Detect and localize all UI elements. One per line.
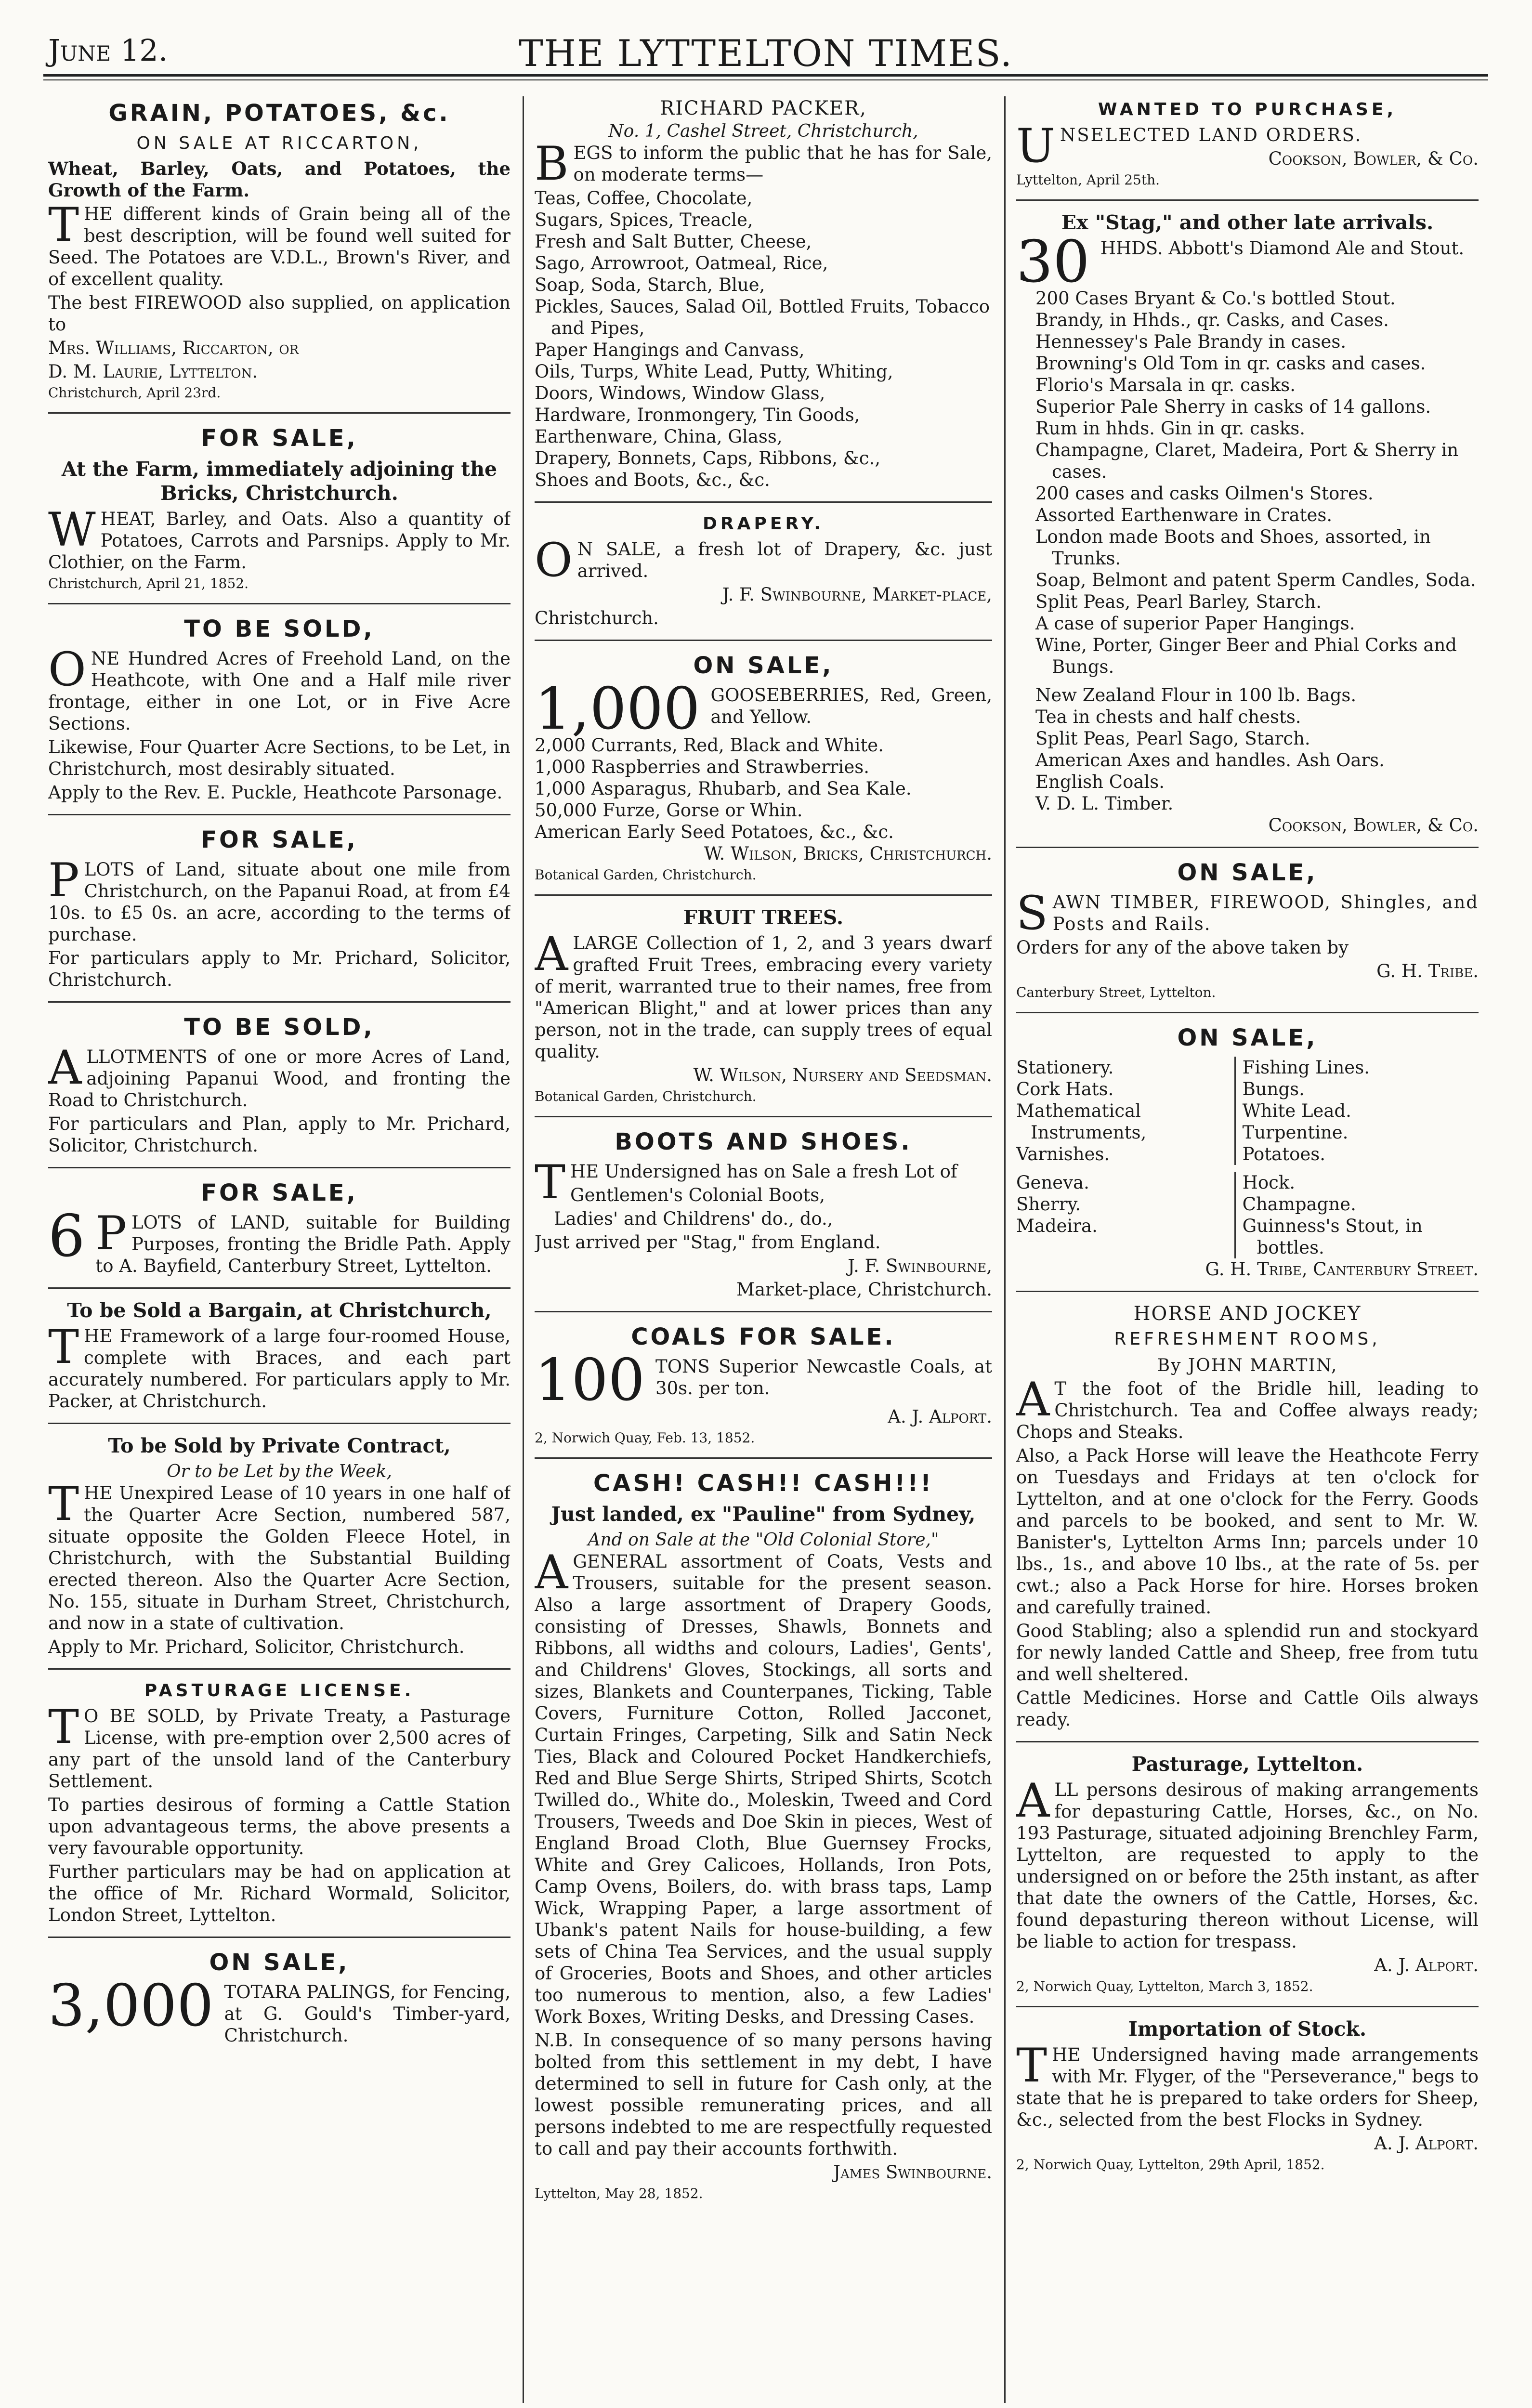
ad-place-date: Christchurch, April 21, 1852. xyxy=(48,576,249,591)
ad-body: HHDS. Abbott's Diamond Ale and Stout. xyxy=(1100,238,1465,259)
ad-subheading: Or to be Let by the Week, xyxy=(167,1462,392,1481)
ad-grain-potatoes xyxy=(48,98,511,402)
ad-body: NE Hundred Acres of Freehold Land, on the Heathcote, with One and a Half mile river frontage, either in one Lot, or in Five Acre Sections. xyxy=(48,648,511,734)
list-item: V. D. L. Timber. xyxy=(1035,793,1174,814)
ad-number: 100 xyxy=(535,1347,645,1414)
ad-rule xyxy=(1016,1291,1479,1292)
ad-body: Further particulars may be had on application at the office of Mr. Richard Wormald, Solicitor, London Street, Lyttelton. xyxy=(48,1861,511,1925)
ad-totara-palings xyxy=(48,1948,511,2046)
ad-sawn-timber xyxy=(1016,858,1479,1001)
ad-body: T the foot of the Bridle hill, leading to Christchurch. Tea and Coffee always ready; Chops and Steaks. xyxy=(1016,1378,1479,1442)
drop-cap: T xyxy=(1016,2039,1048,2093)
list-item: 2,000 Currants, Red, Black and White. xyxy=(535,735,884,756)
ad-signature: Cookson, Bowler, & Co. xyxy=(1268,148,1479,169)
ad-number: 30 xyxy=(1016,229,1090,296)
ad-heading: WANTED TO PURCHASE, xyxy=(1098,100,1397,119)
list-item: Madeira. xyxy=(1016,1216,1098,1236)
ad-line: Ladies' and Childrens' do., do., xyxy=(554,1208,833,1229)
ad-rule xyxy=(48,1937,511,1938)
ad-signature: W. Wilson, Bricks, Christchurch. xyxy=(704,843,992,864)
ad-heading: Importation of Stock. xyxy=(1128,2017,1367,2041)
ad-lead: Wheat, Barley, Oats, and Potatoes, the Growth of the Farm. xyxy=(48,158,511,201)
ad-body: LOTS of Land, situate about one mile from Christchurch, on the Papanui Road, at from £4 10s. to £5 0s. an acre, according to the terms of purchase. xyxy=(48,859,511,945)
ad-subheading: ON SALE AT RICCARTON, xyxy=(136,133,422,153)
ad-body: GENERAL assortment of Coats, Vests and Trousers, suitable for the present season. Also a large assortment of Drapery Goods, consisting of Dresses, Shawls, Bonnets and Ribbons, all widths and colours, Ladies', Gents', and Childrens' Gloves, Stockings, all sorts and sizes, Blankets and Counterpanes, Ticking, Table Covers, Furniture Cotton, Rolled Jacconet, Curtain Fringes, Carpeting, Silk and Satin Neck Ties, Black and Coloured Pocket Handkerchiefs, Red and Blue Serge Shirts, Striped Shirts, Scotch Twilled do., White do., Moleskin, Tweed and Cord Trousers, Tweeds and Doe Skin in pieces, West of England Broad Cloth, Blue Guernsey Frocks, White and Grey Calicoes, Hollands, Iron Pots, Camp Ovens, Boilers, do. with brass taps, Lamp Wick, Wrapping Paper, a large assortment of Ubank's patent Nails for house-building, a few sets of China Tea Services, and the usual supply of Groceries, Boots and Shoes, and other articles too numerous to mention, also, a few Ladies' Work Boxes, Writing Desks, and Dressing Cases. xyxy=(535,1551,992,2027)
ad-heading: FOR SALE, xyxy=(201,425,358,452)
ad-rule xyxy=(48,1287,511,1289)
ad-heading: ON SALE, xyxy=(1177,859,1318,886)
ad-heading: ON SALE, xyxy=(209,1949,350,1976)
ad-wanted-land-orders xyxy=(1016,98,1479,189)
column-2 xyxy=(535,96,992,2408)
ad-signature: James Swinbourne. xyxy=(833,2162,992,2183)
drop-cap: A xyxy=(48,1041,82,1095)
ad-pasturage-license xyxy=(48,1679,511,1926)
ad-body: HE Undersigned has on Sale a fresh Lot of xyxy=(570,1161,957,1182)
ad-subheading: Just landed, ex "Pauline" from Sydney, xyxy=(551,1503,976,1526)
ad-signature: Market-place, Christchurch. xyxy=(736,1279,992,1300)
spacer xyxy=(1016,1165,1479,1172)
ad-heading: To be Sold a Bargain, at Christchurch, xyxy=(67,1299,492,1322)
newspaper-title: THE LYTTELTON TIMES. xyxy=(518,32,1013,75)
ad-importation-of-stock xyxy=(1016,2017,1479,2173)
ad-heading: TO BE SOLD, xyxy=(184,615,375,642)
ad-signature: Mrs. Williams, Riccarton, or xyxy=(48,338,299,358)
column-divider-1 xyxy=(523,96,524,2403)
list-item: Bungs. xyxy=(1242,1079,1305,1099)
goods-list xyxy=(1016,684,1479,814)
list-item: Sherry. xyxy=(1016,1194,1081,1215)
ad-heading: ON SALE, xyxy=(1177,1024,1318,1051)
list-item: Sugars, Spices, Treacle, xyxy=(535,209,753,230)
ad-body: N.B. In consequence of so many persons having bolted from this settlement in my debt, I have determined to sell in future for Cash only, at the lowest possible remunerating prices, and all persons indebted to me are respectfully requested to call and pay their accounts forthwith. xyxy=(535,2030,992,2159)
list-item: Varnishes. xyxy=(1016,1144,1110,1165)
drop-cap: B xyxy=(535,137,569,191)
ad-signature: G. H. Tribe. xyxy=(1376,961,1479,982)
list-item: Guinness's Stout, in bottles. xyxy=(1242,1216,1423,1258)
list-item: Sago, Arrowroot, Oatmeal, Rice, xyxy=(535,253,828,274)
list-item: Stationery. xyxy=(1016,1057,1114,1078)
ad-body: For particulars and Plan, apply to Mr. Prichard, Solicitor, Christchurch. xyxy=(48,1113,511,1156)
ad-heading: COALS FOR SALE. xyxy=(631,1323,896,1350)
list-item: Champagne, Claret, Madeira, Port & Sherry in cases. xyxy=(1035,440,1459,482)
ad-body: HE Framework of a large four-roomed House, complete with Braces, and each part accurately numbered. For particulars apply to Mr. Packer, at Christchurch. xyxy=(48,1326,511,1412)
ad-heading: CASH! CASH!! CASH!!! xyxy=(593,1470,934,1497)
ad-heading: DRAPERY. xyxy=(703,514,824,534)
list-item: Mathematical Instruments, xyxy=(1016,1100,1147,1143)
list-item: Teas, Coffee, Chocolate, xyxy=(535,188,753,209)
goods-list xyxy=(535,734,992,843)
ad-rule xyxy=(1016,2006,1479,2007)
ad-body: NSELECTED LAND ORDERS. xyxy=(1060,125,1362,145)
ad-body: AWN TIMBER, FIREWOOD, Shingles, and Posts and Rails. xyxy=(1052,892,1479,934)
ad-body: HE different kinds of Grain being all of the best description, will be found well suited for Seed. The Potatoes are V.D.L., Brown's River, and of excellent quality. xyxy=(48,204,511,289)
ad-horse-and-jockey xyxy=(1016,1302,1479,1730)
ad-rule xyxy=(535,1116,992,1117)
column-divider-2 xyxy=(1004,96,1006,2403)
drop-cap: O xyxy=(48,642,86,696)
list-item: Cork Hats. xyxy=(1016,1079,1114,1099)
list-item: Doors, Windows, Window Glass, xyxy=(535,383,825,404)
list-item: London made Boots and Shoes, assorted, in Trunks. xyxy=(1035,526,1431,569)
list-item: Assorted Earthenware in Crates. xyxy=(1035,505,1333,525)
ad-place-date: Christchurch, April 23rd. xyxy=(48,385,221,401)
ad-rule xyxy=(535,501,992,503)
ad-rule xyxy=(1016,1741,1479,1742)
ad-body: N SALE, a fresh lot of Drapery, &c. just arrived. xyxy=(577,539,992,581)
ad-private-contract xyxy=(48,1434,511,1658)
drop-cap: U xyxy=(1016,119,1055,173)
ad-rule xyxy=(48,1167,511,1168)
drop-cap: T xyxy=(48,1700,79,1754)
ad-signature: J. F. Swinbourne, xyxy=(848,1256,992,1276)
ad-body: Orders for any of the above taken by xyxy=(1016,937,1349,958)
list-item: Browning's Old Tom in qr. casks and cases. xyxy=(1035,353,1426,374)
goods-column xyxy=(1234,1172,1479,1258)
ad-signature: Christchurch. xyxy=(535,608,659,628)
list-item: Brandy, in Hhds., qr. Casks, and Cases. xyxy=(1035,310,1389,330)
ad-drapery xyxy=(535,512,992,629)
drop-cap: A xyxy=(535,1545,568,1599)
ad-body: O BE SOLD, by Private Treaty, a Pasturage License, with pre-emption over 2,500 acres of any part of the unsold land of the Canterbury Settlement. xyxy=(48,1706,511,1792)
ad-rule xyxy=(48,412,511,414)
ad-heading: HORSE AND JOCKEY xyxy=(1133,1303,1362,1325)
ad-subheading: And on Sale at the "Old Colonial Store," xyxy=(588,1530,939,1550)
goods-table xyxy=(1016,1172,1479,1258)
list-item: Geneva. xyxy=(1016,1172,1089,1193)
list-item: Soap, Belmont and patent Sperm Candles, Soda. xyxy=(1035,570,1476,590)
list-item: Superior Pale Sherry in casks of 14 gallons. xyxy=(1035,396,1431,417)
goods-list xyxy=(535,187,992,491)
list-item: Paper Hangings and Canvass, xyxy=(535,340,805,360)
ad-six-plots xyxy=(48,1178,511,1277)
ad-body: GOOSEBERRIES, Red, Green, and Yellow. xyxy=(710,685,992,727)
ad-heading: Ex "Stag," and other late arrivals. xyxy=(1061,211,1434,234)
ad-signature: Cookson, Bowler, & Co. xyxy=(1268,815,1479,836)
list-item: Pickles, Sauces, Salad Oil, Bottled Fruits, Tobacco and Pipes, xyxy=(535,296,990,339)
ad-heading: BOOTS AND SHOES. xyxy=(615,1128,912,1155)
column-1 xyxy=(48,96,511,2408)
list-item: White Lead. xyxy=(1242,1100,1351,1121)
ad-signature: D. M. Laurie, Lyttelton. xyxy=(48,361,258,382)
ad-heading: TO BE SOLD, xyxy=(184,1014,375,1041)
ad-body: To parties desirous of forming a Cattle Station upon advantageous terms, the above presents a very favourable opportunity. xyxy=(48,1794,511,1858)
list-item: Split Peas, Pearl Barley, Starch. xyxy=(1035,591,1322,612)
ad-body: Apply to Mr. Prichard, Solicitor, Christchurch. xyxy=(48,1636,465,1657)
ad-heading: Pasturage, Lyttelton. xyxy=(1131,1753,1363,1776)
list-item: A case of superior Paper Hangings. xyxy=(1035,613,1355,634)
ad-body: HE Undersigned having made arrangements with Mr. Flyger, of the "Perseverance," begs to state that he is prepared to take orders for Sheep, &c., selected from the best Flocks in Sydney. xyxy=(1016,2044,1479,2130)
ad-place-date: 2, Norwich Quay, Feb. 13, 1852. xyxy=(535,1430,755,1446)
spacer xyxy=(1016,678,1479,684)
ad-rule xyxy=(535,1311,992,1312)
ad-body: Also, a Pack Horse will leave the Heathcote Ferry on Tuesdays and Fridays at ten o'clock for Lyttelton, and at one o'clock for the Ferry. Goods and parcels to be booked, and sent to Mr. W. Banister's, Lyttelton Arms Inn; parcels under 10 lbs., 1s., and above 10 lbs., at the rate of 5s. per cwt.; also a Pack Horse for hire. Horses broken and carefully trained. xyxy=(1016,1445,1479,1618)
ad-place-date: Canterbury Street, Lyttelton. xyxy=(1016,984,1216,1000)
ad-signature: A. J. Alport. xyxy=(1374,1955,1479,1976)
ad-place-date: 2, Norwich Quay, Lyttelton, March 3, 1852. xyxy=(1016,1978,1313,1994)
list-item: Potatoes. xyxy=(1242,1144,1326,1165)
list-item: Turpentine. xyxy=(1242,1122,1349,1143)
ad-place-date: Lyttelton, May 28, 1852. xyxy=(535,2186,703,2201)
ad-heading: ON SALE, xyxy=(693,652,834,679)
ad-body: LLOTMENTS of one or more Acres of Land, adjoining Papanui Wood, and fronting the Road to Christchurch. xyxy=(48,1047,511,1111)
ad-body: HE Unexpired Lease of 10 years in one half of the Quarter Acre Section, numbered 587, situate opposite the Golden Fleece Hotel, in Christchurch, with the Substantial Building erected thereon. Also the Quarter Acre Section, No. 155, situate in Durham Street, Christchurch, and now in a state of cultivation. xyxy=(48,1483,511,1634)
ad-pasturage-lyttelton xyxy=(1016,1752,1479,1995)
masthead-rule xyxy=(43,79,1488,80)
ad-body: Apply to the Rev. E. Puckle, Heathcote Parsonage. xyxy=(48,782,503,803)
ad-coals xyxy=(535,1322,992,1447)
ad-farm-for-sale xyxy=(48,423,511,592)
column-3 xyxy=(1016,96,1479,2408)
list-item: American Early Seed Potatoes, &c., &c. xyxy=(535,822,894,842)
ad-rule xyxy=(48,1668,511,1670)
list-item: American Axes and handles. Ash Oars. xyxy=(1035,750,1385,771)
ad-rule xyxy=(535,640,992,641)
list-item: 1,000 Raspberries and Strawberries. xyxy=(535,757,869,777)
ad-signature: A. J. Alport. xyxy=(888,1406,992,1427)
list-item: Fresh and Salt Butter, Cheese, xyxy=(535,231,812,252)
ad-number: 1,000 xyxy=(535,676,700,743)
ad-subheading: REFRESHMENT ROOMS, xyxy=(1114,1329,1381,1349)
ad-place-date: Lyttelton, April 25th. xyxy=(1016,172,1160,188)
ad-body: Likewise, Four Quarter Acre Sections, to be Let, in Christchurch, most desirably situated. xyxy=(48,737,511,779)
ad-body: TOTARA PALINGS, for Fencing, at G. Gould's Timber-yard, Christchurch. xyxy=(224,1982,511,2046)
ad-rule xyxy=(1016,199,1479,201)
goods-table xyxy=(1016,1057,1479,1165)
list-item: 200 cases and casks Oilmen's Stores. xyxy=(1035,483,1374,504)
drop-cap: A xyxy=(1016,1373,1050,1426)
goods-column xyxy=(1016,1172,1234,1258)
ad-rule xyxy=(48,603,511,604)
ad-house-framework xyxy=(48,1298,511,1412)
ad-cash xyxy=(535,1468,992,2202)
ad-heading: FRUIT TREES. xyxy=(683,906,844,929)
ad-body: LARGE Collection of 1, 2, and 3 years dwarf grafted Fruit Trees, embracing every variety of merit, warranted true to their names, free from "American Blight," and at lower prices than any person, not in the trade, can supply trees of equal quality. xyxy=(535,933,992,1062)
ad-line: Just arrived per "Stag," from England. xyxy=(535,1232,881,1253)
list-item: Shoes and Boots, &c., &c. xyxy=(535,470,770,490)
ad-stag-arrivals xyxy=(1016,210,1479,836)
ad-freehold-land xyxy=(48,614,511,803)
list-item: Rum in hhds. Gin in qr. casks. xyxy=(1035,418,1305,439)
ad-body: The best FIREWOOD also supplied, on application to xyxy=(48,292,511,335)
drop-cap: T xyxy=(535,1155,566,1209)
drop-cap: P xyxy=(95,1206,127,1260)
ad-body: LOTS of LAND, suitable for Building Purposes, fronting the Bridle Path. Apply to A. Bayfield, Canterbury Street, Lyttelton. xyxy=(95,1212,511,1276)
ad-body: For particulars apply to Mr. Prichard, Solicitor, Christchurch. xyxy=(48,948,511,990)
list-item: Tea in chests and half chests. xyxy=(1035,707,1301,727)
list-item: Hardware, Ironmongery, Tin Goods, xyxy=(535,405,860,425)
ad-heading: FOR SALE, xyxy=(201,1179,358,1206)
drop-cap: T xyxy=(48,1477,79,1531)
ad-fruit-trees xyxy=(535,905,992,1105)
ad-body: LL persons desirous of making arrangements for depasturing Cattle, Horses, &c., on No. 193 Pasturage, situated adjoining Brenchley Farm, Lyttelton, are requested to apply to the undersigned on or before the 25th instant, as after that date the owners of the Cattle, Horses, &c. found depasturing thereon without License, will be liable to action for trespass. xyxy=(1016,1780,1479,1952)
ad-place-date: 2, Norwich Quay, Lyttelton, 29th April, 1852. xyxy=(1016,2157,1325,2172)
list-item: Fishing Lines. xyxy=(1242,1057,1370,1078)
list-item: New Zealand Flour in 100 lb. Bags. xyxy=(1035,685,1357,706)
ad-rule xyxy=(48,1001,511,1003)
list-item: Florio's Marsala in qr. casks. xyxy=(1035,375,1296,395)
drop-cap: T xyxy=(48,198,79,252)
drop-cap: T xyxy=(48,1320,79,1374)
list-item: Drapery, Bonnets, Caps, Ribbons, &c., xyxy=(535,448,881,469)
drop-cap: W xyxy=(48,503,96,557)
ad-heading: PASTURAGE LICENSE. xyxy=(144,1681,415,1701)
list-item: 1,000 Asparagus, Rhubarb, and Sea Kale. xyxy=(535,778,912,799)
ad-boots-shoes xyxy=(535,1127,992,1300)
ad-place-date: Botanical Garden, Christchurch. xyxy=(535,867,757,883)
ad-rule xyxy=(1016,1012,1479,1013)
ad-heading: GRAIN, POTATOES, &c. xyxy=(108,100,450,127)
ad-heading: To be Sold by Private Contract, xyxy=(108,1434,451,1457)
ad-body: Cattle Medicines. Horse and Cattle Oils always ready. xyxy=(1016,1688,1479,1730)
drop-cap: A xyxy=(535,927,568,981)
ad-rule xyxy=(48,1423,511,1424)
ad-number: 6 xyxy=(48,1203,85,1270)
goods-column xyxy=(1234,1057,1479,1165)
ad-signature: W. Wilson, Nursery and Seedsman. xyxy=(693,1065,992,1086)
ad-body: Good Stabling; also a splendid run and stockyard for newly landed Cattle and Sheep, free from tutu and well sheltered. xyxy=(1016,1621,1479,1685)
ad-body: HEAT, Barley, and Oats. Also a quantity of Potatoes, Carrots and Parsnips. Apply to Mr. Clothier, on the Farm. xyxy=(48,509,511,573)
ad-gooseberries xyxy=(535,651,992,884)
ad-line: Gentlemen's Colonial Boots, xyxy=(570,1185,825,1205)
ad-body: TONS Superior Newcastle Coals, at 30s. per ton. xyxy=(655,1356,992,1399)
ad-heading: FOR SALE, xyxy=(201,826,358,853)
ad-rule xyxy=(535,1457,992,1459)
list-item: 200 Cases Bryant & Co.'s bottled Stout. xyxy=(1035,288,1396,309)
list-item: Hennessey's Pale Brandy in cases. xyxy=(1035,331,1347,352)
ad-body: EGS to inform the public that he has for Sale, on moderate terms— xyxy=(573,143,992,185)
ad-richard-packer xyxy=(535,96,992,491)
list-item: Split Peas, Pearl Sago, Starch. xyxy=(1035,728,1310,749)
list-item: Soap, Soda, Starch, Blue, xyxy=(535,275,765,295)
list-item: Hock. xyxy=(1242,1172,1296,1193)
ad-stationery-list xyxy=(1016,1023,1479,1280)
ad-number: 3,000 xyxy=(48,1973,214,2040)
goods-list xyxy=(1016,288,1479,678)
issue-date: June 12. xyxy=(48,33,168,68)
drop-cap: O xyxy=(535,533,573,587)
goods-column xyxy=(1016,1057,1234,1165)
list-item: Oils, Turps, White Lead, Putty, Whiting, xyxy=(535,361,893,382)
ad-rule xyxy=(1016,847,1479,848)
ad-subheading: No. 1, Cashel Street, Christchurch, xyxy=(608,121,918,141)
list-item: English Coals. xyxy=(1035,772,1165,792)
list-item: Earthenware, China, Glass, xyxy=(535,426,783,447)
ad-rule xyxy=(535,894,992,896)
ad-signature: G. H. Tribe, Canterbury Street. xyxy=(1205,1259,1479,1280)
ad-place-date: Botanical Garden, Christchurch. xyxy=(535,1088,757,1104)
ad-byline: By JOHN MARTIN, xyxy=(1157,1356,1338,1375)
drop-cap: P xyxy=(48,853,79,907)
drop-cap: A xyxy=(1016,1774,1050,1828)
ad-plots-of-land xyxy=(48,825,511,991)
list-item: Wine, Porter, Ginger Beer and Phial Corks and Bungs. xyxy=(1035,635,1457,677)
list-item: 50,000 Furze, Gorse or Whin. xyxy=(535,800,803,821)
ad-rule xyxy=(48,814,511,815)
ad-heading: RICHARD PACKER, xyxy=(660,97,867,119)
ad-signature: A. J. Alport. xyxy=(1374,2133,1479,2154)
drop-cap: S xyxy=(1016,886,1048,940)
list-item: Champagne. xyxy=(1242,1194,1356,1215)
ad-signature: J. F. Swinbourne, Market-place, xyxy=(722,584,992,605)
ad-allotments xyxy=(48,1012,511,1156)
ad-subheading: At the Farm, immediately adjoining the Bricks, Christchurch. xyxy=(61,458,498,505)
masthead xyxy=(43,30,1488,77)
